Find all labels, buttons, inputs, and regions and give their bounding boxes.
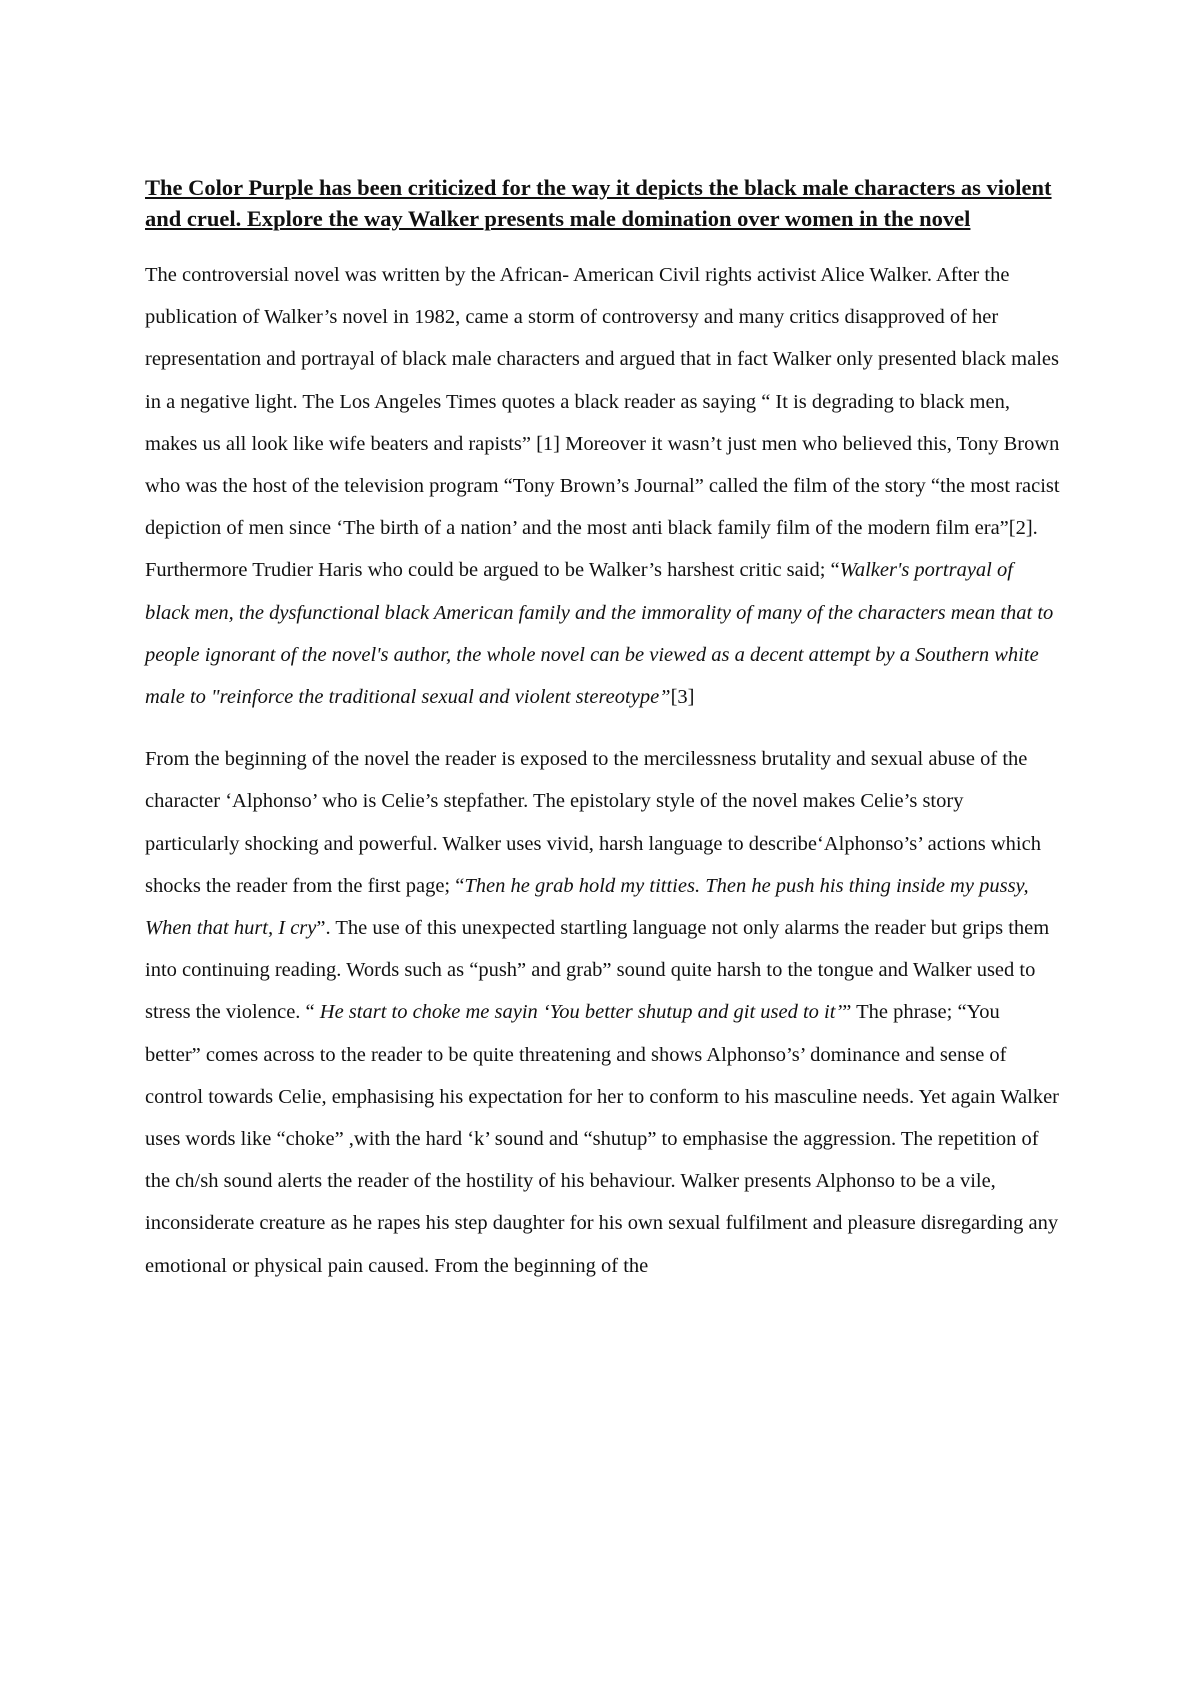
paragraph-1: [145, 254, 1060, 718]
paragraph-1-text: The controversial novel was written by the African- American Civil rights activist Alice Walker. After the publication of Walker’s novel in 1982, came a storm of controversy and many critics disapproved of her representation and portrayal of black male characters and argued that in fact Walker only presented black males in a negative light. The Los Angeles Times quotes a black reader as saying “ It is degrading to black men, makes us all look like wife beaters and rapists” [1] Moreover it wasn’t just men who believed this, Tony Brown who was the host of the television program “Tony Brown’s Journal” called the film of the story “the most racist depiction of men since ‘The birth of a nation’ and the most anti black family film of the modern film era”[2]. Furthermore Trudier Haris who could be argued to be Walker’s harshest critic said; “: [145, 264, 1060, 582]
paragraph-1-citation: [3]: [670, 686, 695, 709]
essay-title: The Color Purple has been criticized for the way it depicts the black male characters as violent and cruel. Explore the way Walker presents male domination over women in the novel: [145, 175, 1052, 231]
document-body: [145, 172, 1060, 1287]
paragraph-2-text-a: From the beginning of the novel the reader is exposed to the mercilessness brutality and sexual abuse of the character ‘Alphonso’ who is Celie’s stepfather. The epistolary style of the novel makes Celie’s story particularly shocking and powerful. Walker uses vivid, harsh language to describe‘Alphonso’s’ actions which shocks the reader from the first page; “: [145, 748, 1041, 897]
paragraph-2-text-b: ”. The use of this unexpected startling language not only alarms the reader but grips them into continuing reading. Words such as “push” and grab” sound quite harsh to the tongue and Walker used to stress the violence. “: [145, 917, 1050, 1024]
paragraph-1-quote: Walker's portrayal of black men, the dysfunctional black American family and the immorality of many of the characters mean that to people ignorant of the novel's author, the whole novel can be viewed as a decent attempt by a Southern white male to "reinforce the traditional sexual and violent stereotype”: [145, 559, 1054, 709]
paragraph-2-text-c: ” The phrase; “You better” comes across to the reader to be quite threatening and shows Alphonso’s’ dominance and sense of control towards Celie, emphasising his expectation for her to conform to his masculine needs. Yet again Walker uses words like “choke” ,with the hard ‘k’ sound and “shutup” to emphasise the aggression. The repetition of the ch/sh sound alerts the reader of the hostility of his behaviour. Walker presents Alphonso to be a vile, inconsiderate creature as he rapes his step daughter for his own sexual fulfilment and pleasure disregarding any emotional or physical pain caused. From the beginning of the: [145, 1001, 1059, 1277]
paragraph-2-quote-a: Then he grab hold my titties. Then he push his thing inside my pussy, When that hurt, I cry: [145, 874, 1029, 940]
paragraph-2-quote-b: He start to choke me sayin ‘You better shutup and git used to it’: [319, 1001, 843, 1024]
paragraph-2: [145, 738, 1060, 1287]
